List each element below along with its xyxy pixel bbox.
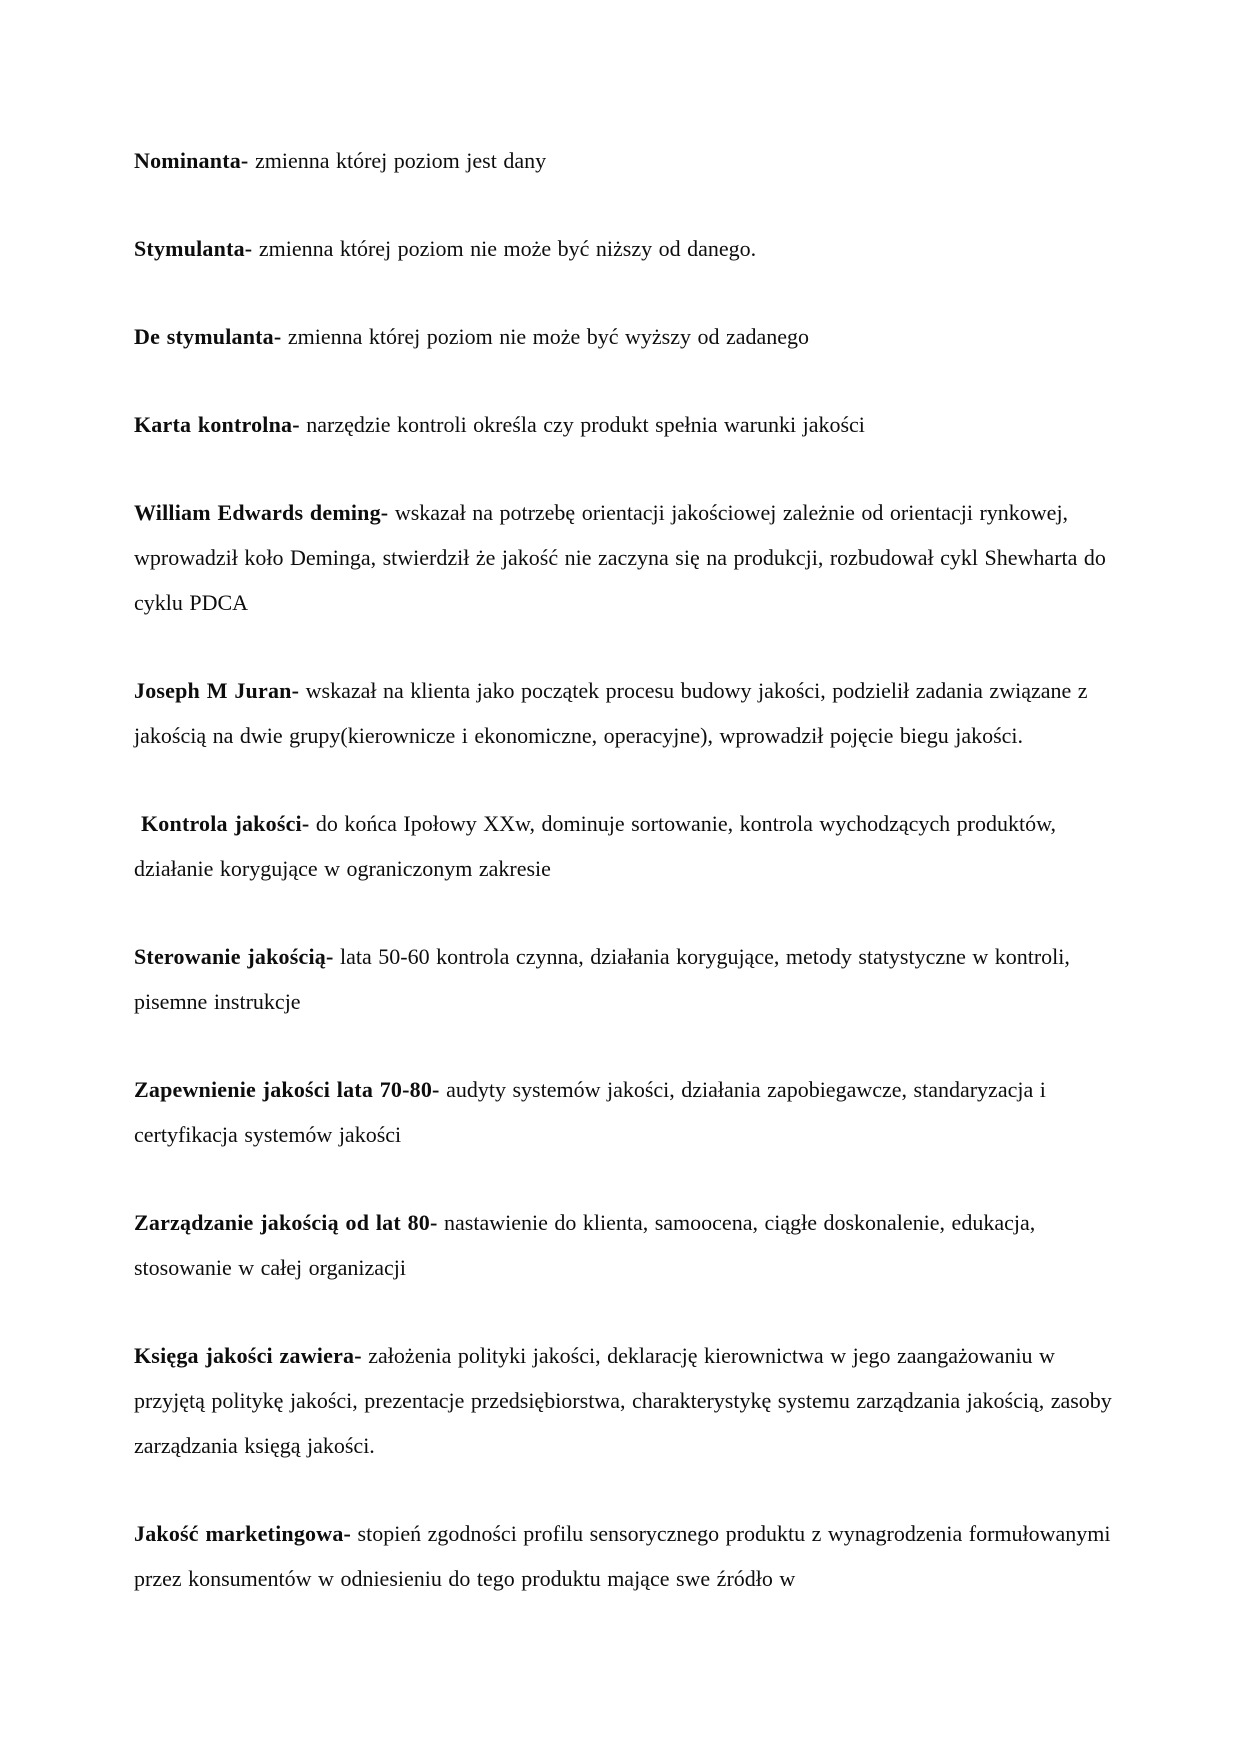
definition-text: lata 50-60 kontrola czynna, działania korygujące, metody statystyczne w kontroli, pisemne instrukcje — [134, 944, 1070, 1014]
term-bold: De stymulanta- — [134, 324, 282, 349]
term-bold: William Edwards deming- — [134, 500, 389, 525]
term-bold: Sterowanie jakością- — [134, 944, 334, 969]
definition-text: audyty systemów jakości, działania zapobiegawcze, standaryzacja i certyfikacja systemów jakości — [134, 1077, 1046, 1147]
definition-text: zmienna której poziom nie może być niższy od danego. — [258, 236, 757, 261]
document-content — [134, 138, 1114, 1601]
term-bold: Zapewnienie jakości lata 70-80- — [134, 1077, 440, 1102]
definition-text: stopień zgodności profilu sensorycznego produktu z wynagrodzenia formułowanymi przez konsumentów w odniesieniu do tego produktu mające swe źródło w — [134, 1521, 1111, 1591]
definition-paragraph-ksiega-jakosci — [134, 1333, 1114, 1468]
definition-paragraph-kontrola-jakosci — [134, 801, 1114, 891]
definition-paragraph-karta-kontrolna — [134, 402, 1114, 447]
definition-text: zmienna której poziom jest dany — [254, 148, 547, 173]
definition-text: wskazał na klienta jako początek procesu budowy jakości, podzielił zadania związane z jakością na dwie grupy(kierownicze i ekonomiczne, operacyjne), wprowadził pojęcie biegu jakości. — [134, 678, 1088, 748]
definition-paragraph-nominanta — [134, 138, 1114, 183]
term-bold: Kontrola jakości- — [141, 811, 310, 836]
definition-text: do końca Ipołowy XXw, dominuje sortowanie, kontrola wychodzących produktów, działanie korygujące w ograniczonym zakresie — [134, 811, 1057, 881]
term-bold: Nominanta- — [134, 148, 249, 173]
definition-text: narzędzie kontroli określa czy produkt spełnia warunki jakości — [306, 412, 865, 437]
definition-text: nastawienie do klienta, samoocena, ciągłe doskonalenie, edukacja, stosowanie w całej organizacji — [134, 1210, 1036, 1280]
term-bold: Zarządzanie jakością od lat 80- — [134, 1210, 438, 1235]
term-bold: Księga jakości zawiera- — [134, 1343, 362, 1368]
definition-paragraph-zarzadzanie-jakoscia — [134, 1200, 1114, 1290]
definition-text: wskazał na potrzebę orientacji jakościowej zależnie od orientacji rynkowej, wprowadził koło Deminga, stwierdził że jakość nie zaczyna się na produkcji, rozbudował cykl Shewharta do cyklu PDCA — [134, 500, 1106, 615]
definition-paragraph-zapewnienie-jakosci — [134, 1067, 1114, 1157]
definition-paragraph-juran — [134, 668, 1114, 758]
definition-paragraph-deming — [134, 490, 1114, 625]
term-bold: Stymulanta- — [134, 236, 253, 261]
definition-text: zmienna której poziom nie może być wyższy od zadanego — [287, 324, 810, 349]
definition-paragraph-jakosc-marketingowa — [134, 1511, 1114, 1601]
definition-paragraph-stymulanta — [134, 226, 1114, 271]
definition-text: założenia polityki jakości, deklarację kierownictwa w jego zaangażowaniu w przyjętą politykę jakości, prezentacje przedsiębiorstwa, charakterystykę systemu zarządzania jakością, zasoby zarządzania księgą jakości. — [134, 1343, 1112, 1458]
definition-paragraph-sterowanie-jakoscia — [134, 934, 1114, 1024]
term-bold: Karta kontrolna- — [134, 412, 300, 437]
definition-paragraph-destymulanta — [134, 314, 1114, 359]
term-bold: Joseph M Juran- — [134, 678, 300, 703]
term-bold: Jakość marketingowa- — [134, 1521, 352, 1546]
